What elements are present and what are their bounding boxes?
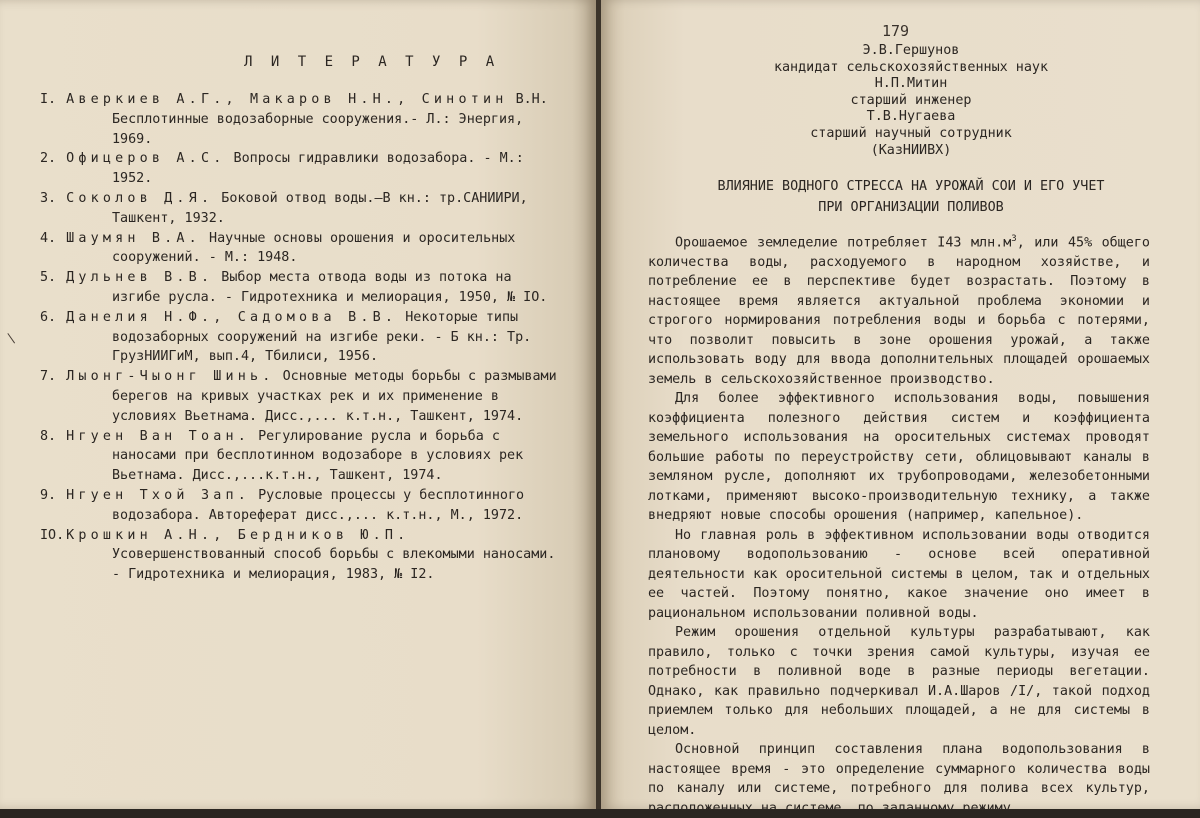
author-name: Н.П.Митин [874,76,948,92]
reference-number: 3. [40,190,57,206]
literature-heading: Л И Т Е Р А Т У Р А [244,54,500,70]
reference-number: 2. [40,151,57,167]
reference-author: Офицеров А.С. [66,151,226,167]
reference-number: 9. [40,487,57,503]
reference-text: Выбор места отвода воды из потока на изгибе русла. - Гидротехника и мелиорация, 1950, № IO. [112,270,548,305]
reference-number: I. [40,92,57,107]
page-number: 179 [882,22,910,40]
reference-item [40,149,560,189]
article-title [661,176,1161,218]
reference-item [40,189,560,229]
reference-number: 5. [40,270,57,286]
reference-author: Данелия Н.Ф., Садомова В.В. [66,309,398,325]
reference-item [40,268,560,308]
reference-author: Лыонг-Чыонг Шинь. [66,369,275,385]
author-name: Т.В.Нугаева [866,109,956,125]
reference-number: 6. [40,309,57,325]
reference-item [40,308,560,367]
reference-text: Основные методы борьбы с размывами берегов на кривых участках рек и их применение в условиях Вьетнама. Дисс.,... к.т.н., Ташкент, 1974. [112,369,557,424]
reference-list [40,90,560,585]
reference-author: Нгуен Тхой Зап. [66,487,250,503]
reference-author: Дульнев В.В. [66,270,214,286]
reference-item [40,427,560,486]
reference-item [40,486,560,526]
reference-text: Некоторые типы водозаборных сооружений на изгибе реки. - Б кн.: Тр. ГрузНИИГиМ, вып.4, Тбилиси, 1956. [112,309,532,365]
superscript: 3 [1011,234,1017,244]
reference-item [40,367,560,426]
paragraph [648,230,1150,389]
reference-author: Нгуен Ван Тоан. [66,428,250,444]
reference-text: Регулирование русла и борьба с наносами при бесплотинном водозаборе в условиях рек Вьетнама. Дисс.,...к.т.н., Ташкент, 1974. [112,428,524,484]
reference-number: IO. [40,527,65,543]
article-title-line: ПРИ ОРГАНИЗАЦИИ ПОЛИВОВ [818,200,1004,215]
paragraph: Для более эффективного использования воды, повышения коэффициента полезного действия систем и коэффициента земельного использования на оросительных системах проводят большие работы по переустройству сети, облицовывают каналы в земляном русле, дополняют их трубопроводами, железобетонными лотками, применяют высоко-производительную технику, а также внедряют новые способы орошения (например, капельное). [648,391,1150,524]
reference-author: Крошкин А.Н., Бердников Ю.П. [66,527,410,543]
reference-text: Усовершенствованный способ борьбы с влекомыми наносами. - Гидротехника и мелиорация, 1983, № I2. [112,547,556,583]
author-degree: кандидат сельскохозяйственных наук [773,59,1049,75]
reference-number: 4. [40,230,57,246]
reference-text: Боковой отвод воды.—В кн.: тр.САНИИРИ, Ташкент, 1932. [112,190,528,226]
reference-author: Аверкиев А.Г., Макаров Н.Н., Синотин [66,92,508,107]
right-page [601,0,1200,816]
author-institution: (КазНИИВХ) [870,142,952,158]
reference-item [40,90,560,149]
paragraph: Режим орошения отдельной культуры разрабатывают, как правило, только с точки зрения самой культуры, изучая ее потребности в поливной воде в разные периоды вегетации. Однако, как правильно подчеркивал И.А.Шаров /I/, такой подход приемлем только для небольших площадей, а не для системы в целом. [648,625,1150,738]
paragraph-text: , или 45% общего количества воды, расходуемого в народном хозяйстве, и потребление ее в перспективе будет возрастать. Поэтому в настоящее время является актуальной проблема экономии и строгого нормирования потребления воды и борьба с потерями, что позволит повысить в зоне орошения урожай, а также использовать воду для ввода дополнительных площадей орошаемых земель в сельскохозяйственное производство. [648,235,1150,387]
reference-text: Научные основы орошения и оросительных сооружений. - М.: 1948. [112,230,516,266]
article-body [648,230,1150,818]
reference-item [40,526,560,585]
reference-number: 8. [40,428,57,444]
author-name: Э.В.Гершунов [862,43,960,58]
reference-text: В.Н. Бесплотинные водозаборные сооружения.- Л.: Энергия, 1969. [112,92,548,147]
reference-author: Шаумян В.А. [66,230,201,246]
reference-item [40,229,560,269]
left-page [0,0,596,809]
article-title-line: ВЛИЯНИЕ ВОДНОГО СТРЕССА НА УРОЖАЙ СОИ И ЕГО УЧЕТ [717,179,1105,194]
reference-number: 7. [40,369,57,385]
stray-pen-mark [7,329,21,344]
author-position: старший инженер [850,92,972,108]
paragraph-text: Орошаемое земледелие потребляет I43 млн.м [675,235,1012,251]
reference-text: Русловые процессы у бесплотинного водозабора. Автореферат дисс.,... к.т.н., М., 1972. [112,487,525,523]
reference-text: Вопросы гидравлики водозабора. - М.: 1952. [112,151,524,187]
paragraph: Но главная роль в эффективном использовании воды отводится плановому водопользованию - основе всей оперативной деятельности как оросительной системы в целом, так и отдельных ее частей. Поэтому понятно, какое значение оно имеет в рациональном использовании поливной воды. [648,527,1150,621]
reference-author: Соколов Д.Я. [66,190,214,206]
author-position: старший научный сотрудник [810,125,1012,141]
author-block [761,43,1061,159]
paragraph: Основной принцип составления плана водопользования в настоящее время - это определение суммарного количества воды по каналу или системе, потребного для полива всех культур, расположенных на системе, по заданному режиму. [648,742,1150,816]
